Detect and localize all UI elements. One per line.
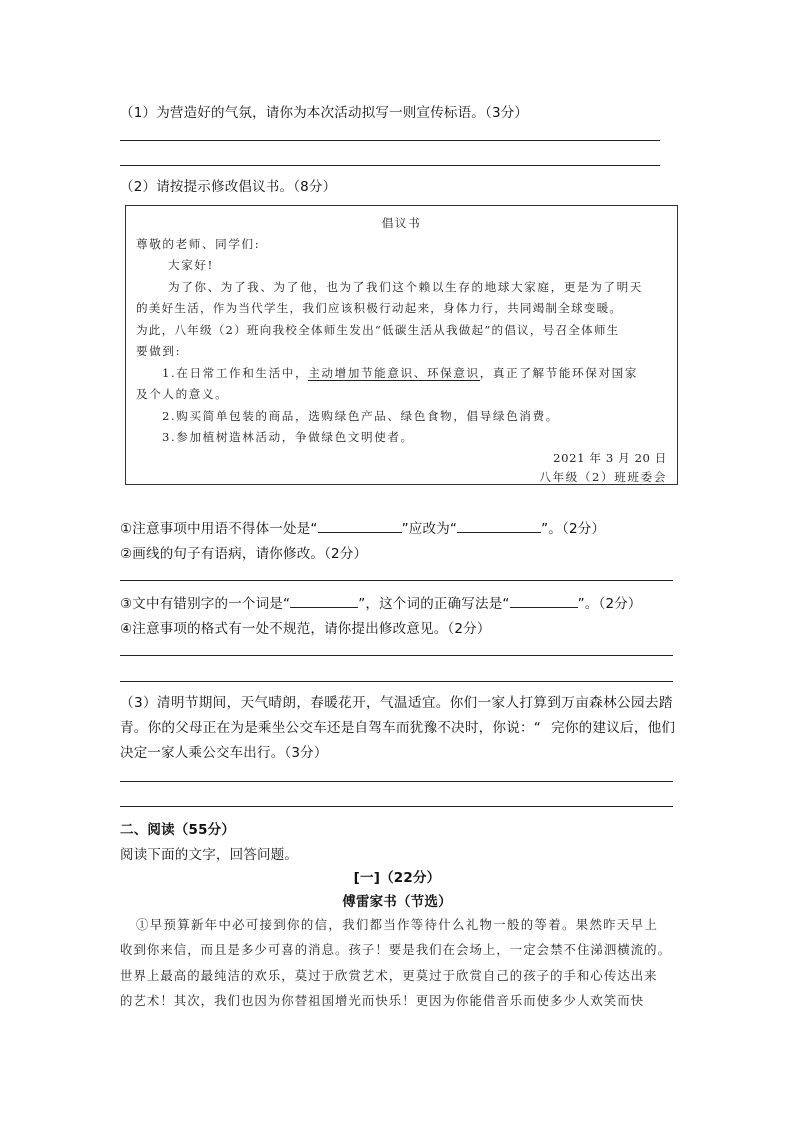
q1-prompt: （1）为营造好的气氛，请你为本次活动拟写一则宣传标语。（3分）	[120, 105, 529, 121]
answer-line-sub2[interactable]	[120, 580, 673, 581]
letter-item-1-cont: 及个人的意义。	[136, 387, 229, 401]
answer-line-q3-2[interactable]	[120, 806, 673, 807]
article-title: 傅雷家书（节选）	[342, 894, 452, 910]
blank-correct-word[interactable]	[510, 595, 578, 608]
letter-greeting: 大家好!	[168, 258, 214, 272]
q2-prompt: （2）请按提示修改倡议书。（8分）	[120, 179, 337, 195]
letter-para-line: 的美好生活，作为当代学生，我们应该积极行动起来，身体力行，共同竭制全球变暖。	[136, 301, 623, 315]
q3-line-2	[120, 716, 675, 736]
letter-item-1	[162, 365, 638, 381]
sub-question-4: ④注意事项的格式有一处不规范，请你提出修改意见。（2分）	[120, 621, 491, 637]
answer-line-q3-1[interactable]	[120, 781, 673, 782]
article-body-line: 收到你来信，而且是多少可喜的消息。孩子！要是我们在会场上，一定会禁不住涕泗横流的。	[120, 942, 672, 957]
q3-line-3: 决定一家人乘公交车出行。（3分）	[120, 745, 328, 761]
item1-prefix: 1.在日常工作和生活中，	[162, 366, 309, 380]
sub-question-2: ②画线的句子有语病，请你修改。（2分）	[120, 546, 368, 562]
q3-line-1: （3）清明节期间，天气晴朗，春暖花开，气温适宜。你们一家人打算到万亩森林公园去踏	[120, 695, 673, 711]
letter-signature: 八年级（2）班班委会	[539, 470, 667, 484]
sub1-text-c: ”。（2分）	[541, 521, 606, 537]
blank-typo-word[interactable]	[290, 595, 358, 608]
answer-line-sub4-2[interactable]	[120, 681, 673, 682]
q3-line-2-tail: 完你的建议后，他们	[551, 720, 676, 736]
article-body-line: ①早预算新年中必可接到你的信，我们都当作等待什么礼物一般的等着。果然昨天早上	[136, 917, 659, 932]
letter-title: 倡议书	[381, 216, 422, 230]
letter-date: 2021 年 3 月 20 日	[553, 451, 667, 465]
letter-para-line: 为此，八年级（2）班向我校全体师生发出“低碳生活从我做起”的倡议，号召全体师生	[136, 323, 620, 337]
sub3-text-b: ”，这个词的正确写法是“	[358, 596, 510, 612]
part-label: [一]（22分）	[353, 870, 441, 886]
sub3-text-a: ③文中有错别字的一个词是“	[120, 596, 291, 612]
letter-item-3: 3.参加植树造林活动，争做绿色文明使者。	[162, 430, 414, 444]
article-body-line: 的艺术！其次，我们也因为你替祖国增光而快乐！更因为你能借音乐而使多少人欢笑而快	[120, 993, 645, 1008]
answer-line-sub4-1[interactable]	[120, 655, 673, 656]
sub1-text-a: ①注意事项中用语不得体一处是“	[120, 521, 318, 537]
sub-question-3	[120, 592, 642, 612]
letter-item-2: 2.购买简单包装的商品，选购绿色产品、绿色食物，倡导绿色消费。	[162, 409, 559, 423]
blank-replacement-word[interactable]	[457, 520, 541, 533]
sub1-text-b: ”应改为“	[401, 521, 458, 537]
section-heading: 二、阅读（55分）	[120, 822, 236, 838]
answer-line-q1-2[interactable]	[120, 165, 660, 166]
underlined-sentence: 主动增加节能意识、环保意识	[308, 366, 480, 380]
letter-salutation: 尊敬的老师、同学们:	[136, 237, 261, 251]
reading-instruction: 阅读下面的文字，回答问题。	[120, 847, 299, 863]
q3-line-2-text: 青。你的父母正在为是乘坐公交车还是自驾车而犹豫不决时，你说：“	[120, 720, 542, 736]
answer-line-q1-1[interactable]	[120, 140, 660, 141]
sub-question-1	[120, 517, 605, 537]
letter-para-line: 要做到:	[136, 344, 182, 358]
proposal-letter-box	[125, 205, 678, 485]
article-body-line: 世界上最高的最纯洁的欢乐，莫过于欣赏艺术，更莫过于欣赏自己的孩子的手和心传达出来	[120, 968, 658, 983]
letter-para-line: 为了你、为了我、为了他，也为了我们这个赖以生存的地球大家庭，更是为了明天	[168, 280, 643, 294]
blank-improper-word[interactable]	[318, 520, 402, 533]
item1-suffix: ，真正了解节能环保对国家	[479, 366, 639, 380]
sub3-text-c: ”。（2分）	[577, 596, 642, 612]
